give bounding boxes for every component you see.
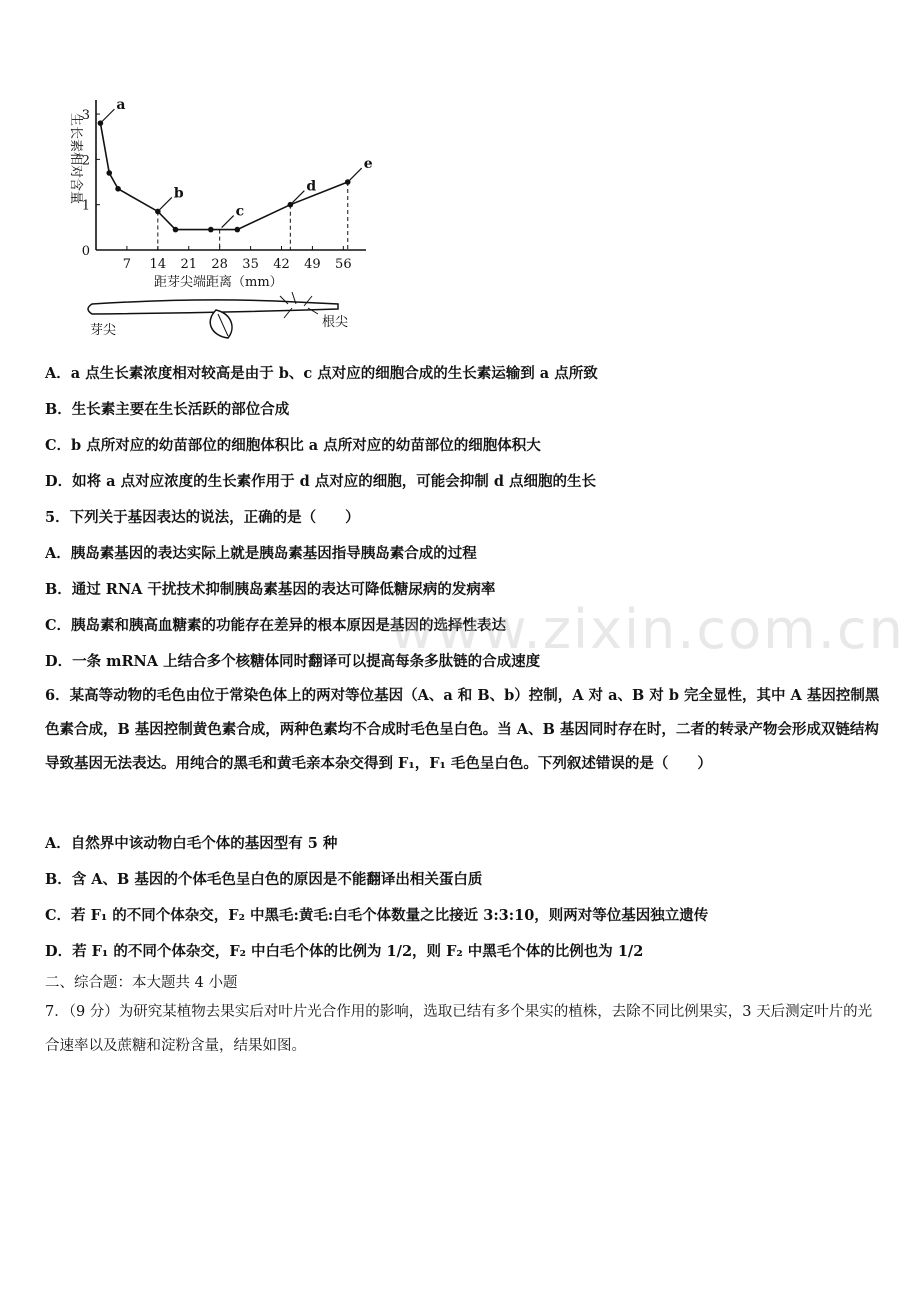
- data-point: [235, 227, 241, 233]
- point-label: c: [235, 203, 245, 220]
- bud-tip-label: 芽尖: [90, 323, 117, 338]
- x-axis-label: 距芽尖端距离（mm）: [154, 275, 283, 290]
- y-tick-label: 0: [81, 244, 90, 259]
- section-heading: 二、综合题：本大题共 4 小题: [45, 975, 238, 991]
- auxin-line-chart: [56, 92, 376, 342]
- y-tick-label: 3: [81, 108, 90, 124]
- data-point: [155, 209, 161, 215]
- q5-option-d: D．一条 mRNA 上结合多个核糖体同时翻译可以提高每条多肽链的合成速度: [45, 653, 541, 670]
- x-tick-label: 49: [304, 257, 321, 272]
- y-tick-label: 2: [81, 153, 90, 169]
- data-point: [173, 227, 179, 233]
- q6-option-b: B．含 A、B 基因的个体毛色呈白色的原因是不能翻译出相关蛋白质: [45, 871, 483, 888]
- y-tick-label: 1: [81, 198, 90, 214]
- chart-axes: [96, 100, 366, 250]
- x-tick-label: 7: [122, 257, 132, 272]
- point-markers: [98, 120, 351, 232]
- y-axis-label: 生长素相对含量: [68, 113, 83, 205]
- x-tick-label: 28: [211, 257, 228, 272]
- q4-option-d: D．如将 a 点对应浓度的生长素作用于 d 点对应的细胞，可能会抑制 d 点细胞的生长: [45, 473, 597, 490]
- q7-text: 7．（9 分）为研究某植物去果实后对叶片光合作用的影响，选取已结有多个果实的植株，去除不同比例果实，3 天后测定叶片的光合速率以及蔗糖和淀粉含量，结果如图。: [45, 1004, 873, 1054]
- data-point: [288, 202, 294, 208]
- watermark: www.zixin.com.cn: [390, 598, 905, 661]
- data-point: [345, 179, 351, 185]
- q4-option-b: B．生长素主要在生长活跃的部位合成: [45, 401, 290, 418]
- point-label: e: [363, 156, 373, 173]
- x-tick-label: 42: [273, 257, 290, 272]
- x-tick-label: 14: [149, 257, 167, 272]
- point-label: b: [173, 185, 184, 202]
- pointer-line: [350, 168, 362, 180]
- q6-option-c: C．若 F₁ 的不同个体杂交，F₂ 中黑毛:黄毛:白毛个体数量之比接近 3:3:10，则两对等位基因独立遗传: [45, 907, 709, 924]
- data-line: [100, 123, 347, 229]
- q6-option-a: A．自然界中该动物白毛个体的基因型有 5 种: [45, 835, 338, 852]
- series-line: [100, 123, 347, 229]
- point-label: a: [116, 97, 126, 114]
- q5-option-a: A．胰岛素基因的表达实际上就是胰岛素基因指导胰岛素合成的过程: [45, 545, 477, 562]
- q5-option-b: B．通过 RNA 干扰技术抑制胰岛素基因的表达可降低糖尿病的发病率: [45, 581, 496, 598]
- pointer-line: [160, 197, 172, 209]
- q6-stem: 6．某高等动物的毛色由位于常染色体上的两对等位基因（A、a 和 B、b）控制，A 对 a、B 对 b 完全显性，其中 A 基因控制黑色素合成，B 基因控制黄色素合成，两种色素均不合成时毛色呈白色。当 A、B 基因同时存在时，二者的转录产物会形成双链结构导致基因无法表达。用纯合的黑毛和黄毛亲本杂交得到 F₁，F₁ 毛色呈白色。下列叙述错误的是（ ）: [45, 687, 880, 772]
- pointer-line: [102, 109, 114, 121]
- q5-option-c: C．胰岛素和胰高血糖素的功能存在差异的根本原因是基因的选择性表达: [45, 617, 507, 634]
- data-point: [98, 120, 104, 126]
- x-tick-label: 56: [335, 257, 352, 272]
- point-labels: [102, 97, 372, 227]
- root-tip-label: 根尖: [322, 315, 349, 330]
- q4-option-c: C．b 点所对应的幼苗部位的细胞体积比 a 点所对应的幼苗部位的细胞体积大: [45, 437, 541, 454]
- x-tick-label: 21: [180, 257, 198, 272]
- seedling-illustration: [88, 292, 338, 338]
- q5-stem: 5．下列关于基因表达的说法，正确的是（ ）: [45, 509, 360, 526]
- data-point: [208, 227, 214, 233]
- q6-option-d: D．若 F₁ 的不同个体杂交，F₂ 中白毛个体的比例为 1/2，则 F₂ 中黑毛个体的比例也为 1/2: [45, 943, 644, 960]
- dashed-guides: [158, 182, 348, 250]
- pointer-line: [222, 216, 234, 228]
- point-label: d: [306, 178, 317, 195]
- x-tick-label: 35: [242, 257, 259, 272]
- data-point: [106, 170, 112, 176]
- q4-option-a: A．a 点生长素浓度相对较高是由于 b、c 点对应的细胞合成的生长素运输到 a 点所致: [45, 365, 598, 382]
- data-point: [115, 186, 121, 192]
